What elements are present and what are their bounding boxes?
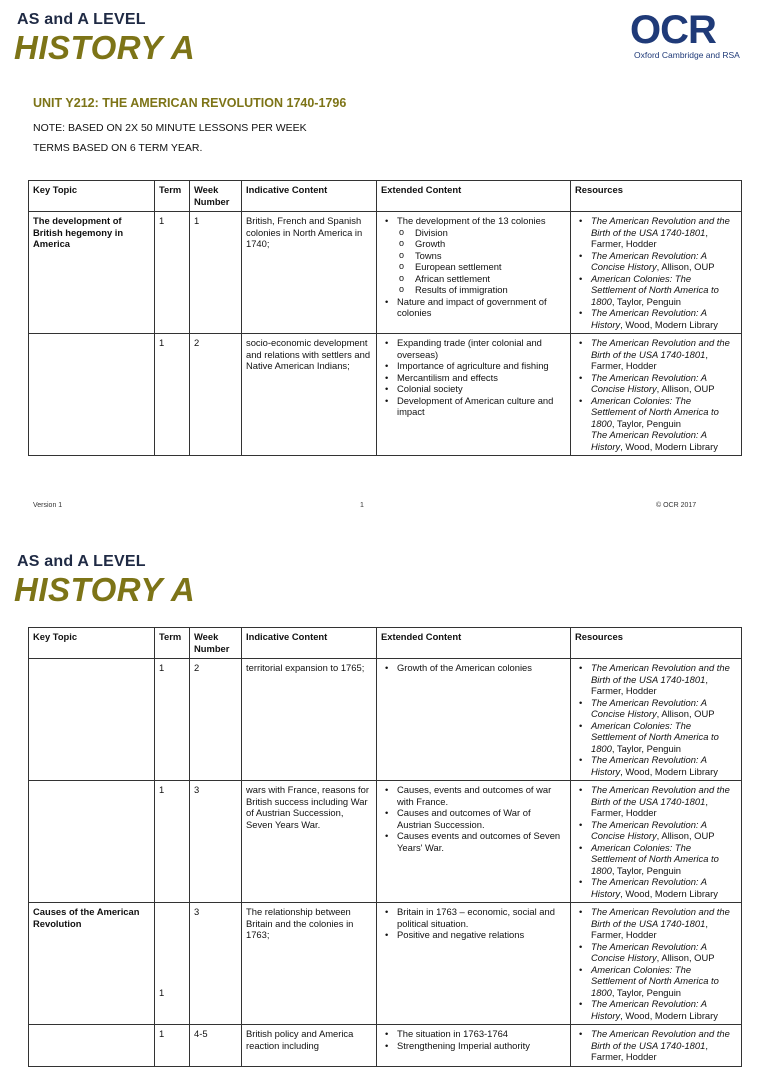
extended-cell xyxy=(377,334,571,456)
col-header-resources: Resources xyxy=(571,628,742,659)
resource-author: , Wood, Modern Library xyxy=(620,440,718,452)
header-as-level: AS and A LEVEL xyxy=(17,553,146,570)
resource-item xyxy=(575,429,737,452)
resource-author: , Wood, Modern Library xyxy=(620,765,718,777)
list-item: o European settlement xyxy=(415,261,566,273)
resource-item xyxy=(591,307,737,330)
ocr-logo-text: OCR xyxy=(630,8,716,52)
list-item: • Causes, events and outcomes of war with France. xyxy=(397,784,566,807)
footer-copyright: © OCR 2017 xyxy=(656,502,697,509)
resource-title: The American Revolution: A History xyxy=(591,876,707,899)
indicative-cell: wars with France, reasons for British success including War of Austrian Succession, Seven Years War. xyxy=(242,781,377,903)
resource-title: The American Revolution: A Concise History xyxy=(591,940,707,963)
col-header-term: Term xyxy=(155,181,190,212)
list-item: • Britain in 1763 – economic, social and political situation. xyxy=(397,906,566,929)
resource-title: American Colonies: The Settlement of North America to 1800 xyxy=(591,272,719,307)
resource-item xyxy=(591,372,737,395)
resource-title: The American Revolution: A History xyxy=(591,429,707,452)
resource-author: , Taylor, Penguin xyxy=(611,295,682,307)
resource-author: , Wood, Modern Library xyxy=(620,318,718,330)
resource-title: American Colonies: The Settlement of North America to 1800 xyxy=(591,963,719,998)
header-history-a: HISTORY A xyxy=(14,571,196,608)
col-header-week: Week Number xyxy=(190,181,242,212)
resource-title: The American Revolution and the Birth of the USA 1740-1801 xyxy=(591,337,730,360)
resource-title: American Colonies: The Settlement of North America to 1800 xyxy=(591,719,719,754)
week-cell: 3 xyxy=(190,903,242,1025)
note-terms: TERMS BASED ON 6 TERM YEAR. xyxy=(33,142,203,154)
resource-item xyxy=(591,906,737,941)
key-topic-cell xyxy=(29,781,155,903)
resource-title: The American Revolution and the Birth of the USA 1740-1801 xyxy=(591,215,730,238)
resource-author: , Farmer, Hodder xyxy=(591,795,708,818)
list-item: o Division xyxy=(415,227,566,239)
resources-cell xyxy=(571,903,742,1025)
resource-item xyxy=(591,337,737,372)
resource-author: , Allison, OUP xyxy=(656,708,715,719)
resource-author: , Taylor, Penguin xyxy=(611,986,682,998)
extended-cell xyxy=(377,659,571,781)
resource-item xyxy=(591,964,737,999)
footer-version: Version 1 xyxy=(33,502,63,509)
resource-title: The American Revolution and the Birth of the USA 1740-1801 xyxy=(591,662,730,685)
extended-cell xyxy=(377,1025,571,1067)
col-header-resources: Resources xyxy=(571,181,742,212)
resource-author: , Farmer, Hodder xyxy=(591,673,708,696)
indicative-cell: British, French and Spanish colonies in North America in 1740; xyxy=(242,212,377,334)
col-header-indicative: Indicative Content xyxy=(242,628,377,659)
key-topic-cell xyxy=(29,659,155,781)
list-item: • Mercantilism and effects xyxy=(397,372,566,384)
list-item: o Towns xyxy=(415,250,566,262)
list-item: • Causes events and outcomes of Seven Years' War. xyxy=(397,830,566,853)
table-row xyxy=(29,212,742,334)
term-cell: 1 xyxy=(155,659,190,781)
resource-title: The American Revolution: A History xyxy=(591,754,707,777)
list-item: o Growth xyxy=(415,238,566,250)
resource-item xyxy=(591,842,737,877)
resource-item xyxy=(591,819,737,842)
resource-item xyxy=(591,998,737,1021)
table-row xyxy=(29,1025,742,1067)
week-cell: 3 xyxy=(190,781,242,903)
list-item-text: The development of the 13 colonies xyxy=(397,215,546,226)
resource-author: , Taylor, Penguin xyxy=(611,417,682,429)
resource-item xyxy=(591,784,737,819)
resource-title: The American Revolution: A Concise History xyxy=(591,696,707,719)
resource-title: The American Revolution: A History xyxy=(591,307,707,330)
resource-item xyxy=(591,250,737,273)
list-item: o Results of immigration xyxy=(415,284,566,296)
week-cell: 2 xyxy=(190,334,242,456)
list-item: • Colonial society xyxy=(397,383,566,395)
resource-title: The American Revolution and the Birth of the USA 1740-1801 xyxy=(591,906,730,929)
resource-item xyxy=(591,1028,737,1063)
resource-item xyxy=(591,720,737,755)
table-row xyxy=(29,781,742,903)
table-header-row xyxy=(29,628,742,659)
col-header-extended: Extended Content xyxy=(377,181,571,212)
scheme-of-work-table-2 xyxy=(28,627,742,1067)
list-item: • Expanding trade (inter colonial and overseas) xyxy=(397,337,566,360)
list-item: • Development of American culture and impact xyxy=(397,395,566,418)
resource-title: The American Revolution: A Concise History xyxy=(591,371,707,394)
col-header-indicative: Indicative Content xyxy=(242,181,377,212)
footer-page-number: 1 xyxy=(360,502,364,509)
resource-title: The American Revolution and the Birth of the USA 1740-1801 xyxy=(591,784,730,807)
table-row xyxy=(29,659,742,781)
resource-item xyxy=(591,876,737,899)
resources-cell xyxy=(571,659,742,781)
resource-author: , Farmer, Hodder xyxy=(591,917,708,940)
extended-cell xyxy=(377,903,571,1025)
col-header-key-topic: Key Topic xyxy=(29,181,155,212)
indicative-cell: The relationship between Britain and the colonies in 1763; xyxy=(242,903,377,1025)
resource-author: , Allison, OUP xyxy=(656,383,715,394)
header-history-a: HISTORY A xyxy=(14,29,196,66)
header-as-level: AS and A LEVEL xyxy=(17,11,146,28)
col-header-key-topic: Key Topic xyxy=(29,628,155,659)
resources-cell xyxy=(571,334,742,456)
term-cell: 1 xyxy=(155,1025,190,1067)
term-value: 1 xyxy=(159,986,165,998)
table-row xyxy=(29,903,742,1025)
resource-author: , Taylor, Penguin xyxy=(611,864,682,876)
resource-title: American Colonies: The Settlement of North America to 1800 xyxy=(591,394,719,429)
list-item xyxy=(397,215,566,296)
term-cell xyxy=(155,903,190,1025)
note-lessons: NOTE: BASED ON 2X 50 MINUTE LESSONS PER WEEK xyxy=(33,122,307,134)
resource-title: The American Revolution: A Concise History xyxy=(591,249,707,272)
resource-author: , Taylor, Penguin xyxy=(611,742,682,754)
resource-item xyxy=(591,215,737,250)
resource-item xyxy=(591,697,737,720)
indicative-cell: British policy and America reaction including xyxy=(242,1025,377,1067)
list-item: • Importance of agriculture and fishing xyxy=(397,360,566,372)
resource-item xyxy=(591,395,737,430)
table-row xyxy=(29,334,742,456)
term-cell: 1 xyxy=(155,334,190,456)
key-topic-cell xyxy=(29,1025,155,1067)
list-item: • Positive and negative relations xyxy=(397,929,566,941)
scheme-of-work-table-1 xyxy=(28,180,742,456)
col-header-term: Term xyxy=(155,628,190,659)
resource-author: , Wood, Modern Library xyxy=(620,887,718,899)
col-header-extended: Extended Content xyxy=(377,628,571,659)
list-item: • Nature and impact of government of colonies xyxy=(397,296,566,319)
ocr-logo xyxy=(630,10,750,60)
resource-author: , Farmer, Hodder xyxy=(591,1039,708,1062)
resource-item xyxy=(591,273,737,308)
list-item: • Strengthening Imperial authority xyxy=(397,1040,566,1052)
week-cell: 4-5 xyxy=(190,1025,242,1067)
resources-cell xyxy=(571,781,742,903)
extended-cell xyxy=(377,781,571,903)
resource-author: , Wood, Modern Library xyxy=(620,1009,718,1021)
resource-item xyxy=(591,662,737,697)
ocr-logo-subtitle: Oxford Cambridge and RSA xyxy=(634,50,740,60)
resource-item xyxy=(591,941,737,964)
term-cell: 1 xyxy=(155,212,190,334)
list-item: o African settlement xyxy=(415,273,566,285)
extended-cell xyxy=(377,212,571,334)
list-item: • Growth of the American colonies xyxy=(397,662,566,674)
list-item: • Causes and outcomes of War of Austrian Succession. xyxy=(397,807,566,830)
table-header-row xyxy=(29,181,742,212)
week-cell: 1 xyxy=(190,212,242,334)
resource-author: , Allison, OUP xyxy=(656,261,715,272)
resource-item xyxy=(591,754,737,777)
resource-title: American Colonies: The Settlement of North America to 1800 xyxy=(591,841,719,876)
indicative-cell: socio-economic development and relations with settlers and Native American Indians; xyxy=(242,334,377,456)
col-header-week: Week Number xyxy=(190,628,242,659)
indicative-cell: territorial expansion to 1765; xyxy=(242,659,377,781)
list-item: • The situation in 1763-1764 xyxy=(397,1028,566,1040)
key-topic-cell xyxy=(29,334,155,456)
resource-title: The American Revolution and the Birth of the USA 1740-1801 xyxy=(591,1028,730,1051)
resources-cell xyxy=(571,212,742,334)
key-topic-cell: The development of British hegemony in America xyxy=(29,212,155,334)
key-topic-cell: Causes of the American Revolution xyxy=(29,903,155,1025)
resource-title: The American Revolution: A History xyxy=(591,998,707,1021)
resource-title: The American Revolution: A Concise History xyxy=(591,818,707,841)
unit-title: UNIT Y212: THE AMERICAN REVOLUTION 1740-1796 xyxy=(33,96,347,110)
week-cell: 2 xyxy=(190,659,242,781)
resource-author: , Allison, OUP xyxy=(656,952,715,963)
resources-cell xyxy=(571,1025,742,1067)
term-cell: 1 xyxy=(155,781,190,903)
resource-author: , Farmer, Hodder xyxy=(591,348,708,371)
resource-author: , Farmer, Hodder xyxy=(591,226,708,249)
resource-author: , Allison, OUP xyxy=(656,830,715,841)
